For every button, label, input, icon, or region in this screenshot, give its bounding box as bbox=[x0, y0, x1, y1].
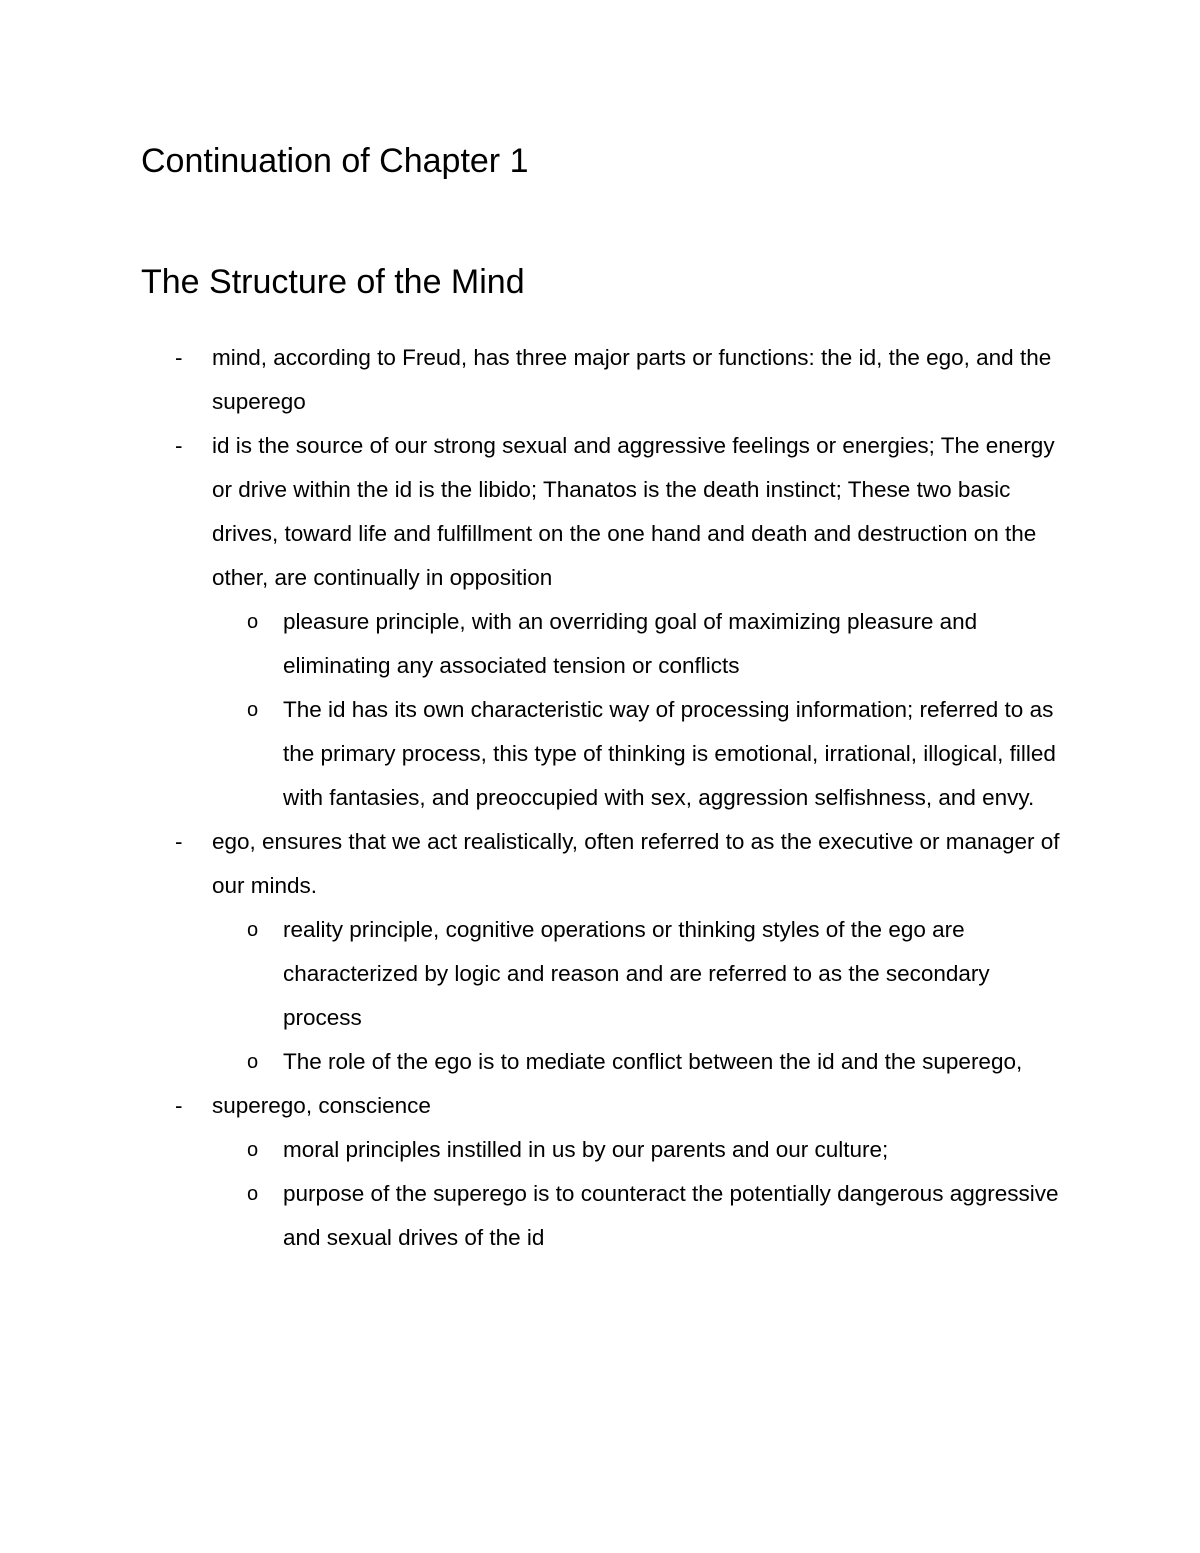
dash-bullet: - bbox=[175, 433, 183, 458]
sub-list-item bbox=[0, 908, 1073, 1040]
circle-bullet: o bbox=[247, 1139, 259, 1161]
list-item-text: ego, ensures that we act realistically, often referred to as the executive or manager of our minds. bbox=[212, 829, 1060, 898]
list-item-text: superego, conscience bbox=[212, 1093, 431, 1118]
dash-bullet: - bbox=[175, 829, 183, 854]
circle-bullet: o bbox=[247, 699, 259, 721]
circle-bullet: o bbox=[247, 1051, 259, 1073]
sub-list-item-text: The id has its own characteristic way of processing information; referred to as the primary process, this type of thinking is emotional, irrational, illogical, filled with fantasies, and preoccupied with sex, aggression selfishness, and envy. bbox=[283, 697, 1056, 810]
circle-bullet: o bbox=[247, 1183, 259, 1205]
dash-bullet: - bbox=[175, 1093, 183, 1118]
sub-list-item-text: pleasure principle, with an overriding goal of maximizing pleasure and eliminating any associated tension or conflicts bbox=[283, 609, 978, 678]
section-heading: The Structure of the Mind bbox=[141, 263, 525, 301]
sub-list-item bbox=[0, 1040, 1073, 1084]
sub-list-item-text: moral principles instilled in us by our parents and our culture; bbox=[283, 1137, 889, 1162]
circle-bullet: o bbox=[247, 919, 259, 941]
sub-list-item bbox=[0, 1172, 1073, 1260]
list-item-text: id is the source of our strong sexual and aggressive feelings or energies; The energy or drive within the id is the libido; Thanatos is the death instinct; These two basic drives, toward life and fulfillment on the one hand and death and destruction on the other, are continually in opposition bbox=[212, 433, 1055, 590]
sub-list-item-text: The role of the ego is to mediate conflict between the id and the superego, bbox=[283, 1049, 1023, 1074]
list-item bbox=[0, 1084, 1072, 1128]
list-item bbox=[0, 424, 1072, 600]
dash-bullet: - bbox=[175, 345, 183, 370]
list-item bbox=[0, 820, 1072, 908]
sub-list-item-text: reality principle, cognitive operations or thinking styles of the ego are characterized by logic and reason and are referred to as the secondary process bbox=[283, 917, 990, 1030]
sub-list-item bbox=[0, 688, 1073, 820]
list-item bbox=[0, 336, 1072, 424]
list-item-text: mind, according to Freud, has three major parts or functions: the id, the ego, and the superego bbox=[212, 345, 1052, 414]
sub-list-item-text: purpose of the superego is to counteract the potentially dangerous aggressive and sexual drives of the id bbox=[283, 1181, 1059, 1250]
chapter-heading: Continuation of Chapter 1 bbox=[141, 142, 529, 180]
outline-list bbox=[0, 336, 1200, 1260]
sub-list-item bbox=[0, 1128, 1073, 1172]
sub-list-item bbox=[0, 600, 1073, 688]
circle-bullet: o bbox=[247, 611, 259, 633]
